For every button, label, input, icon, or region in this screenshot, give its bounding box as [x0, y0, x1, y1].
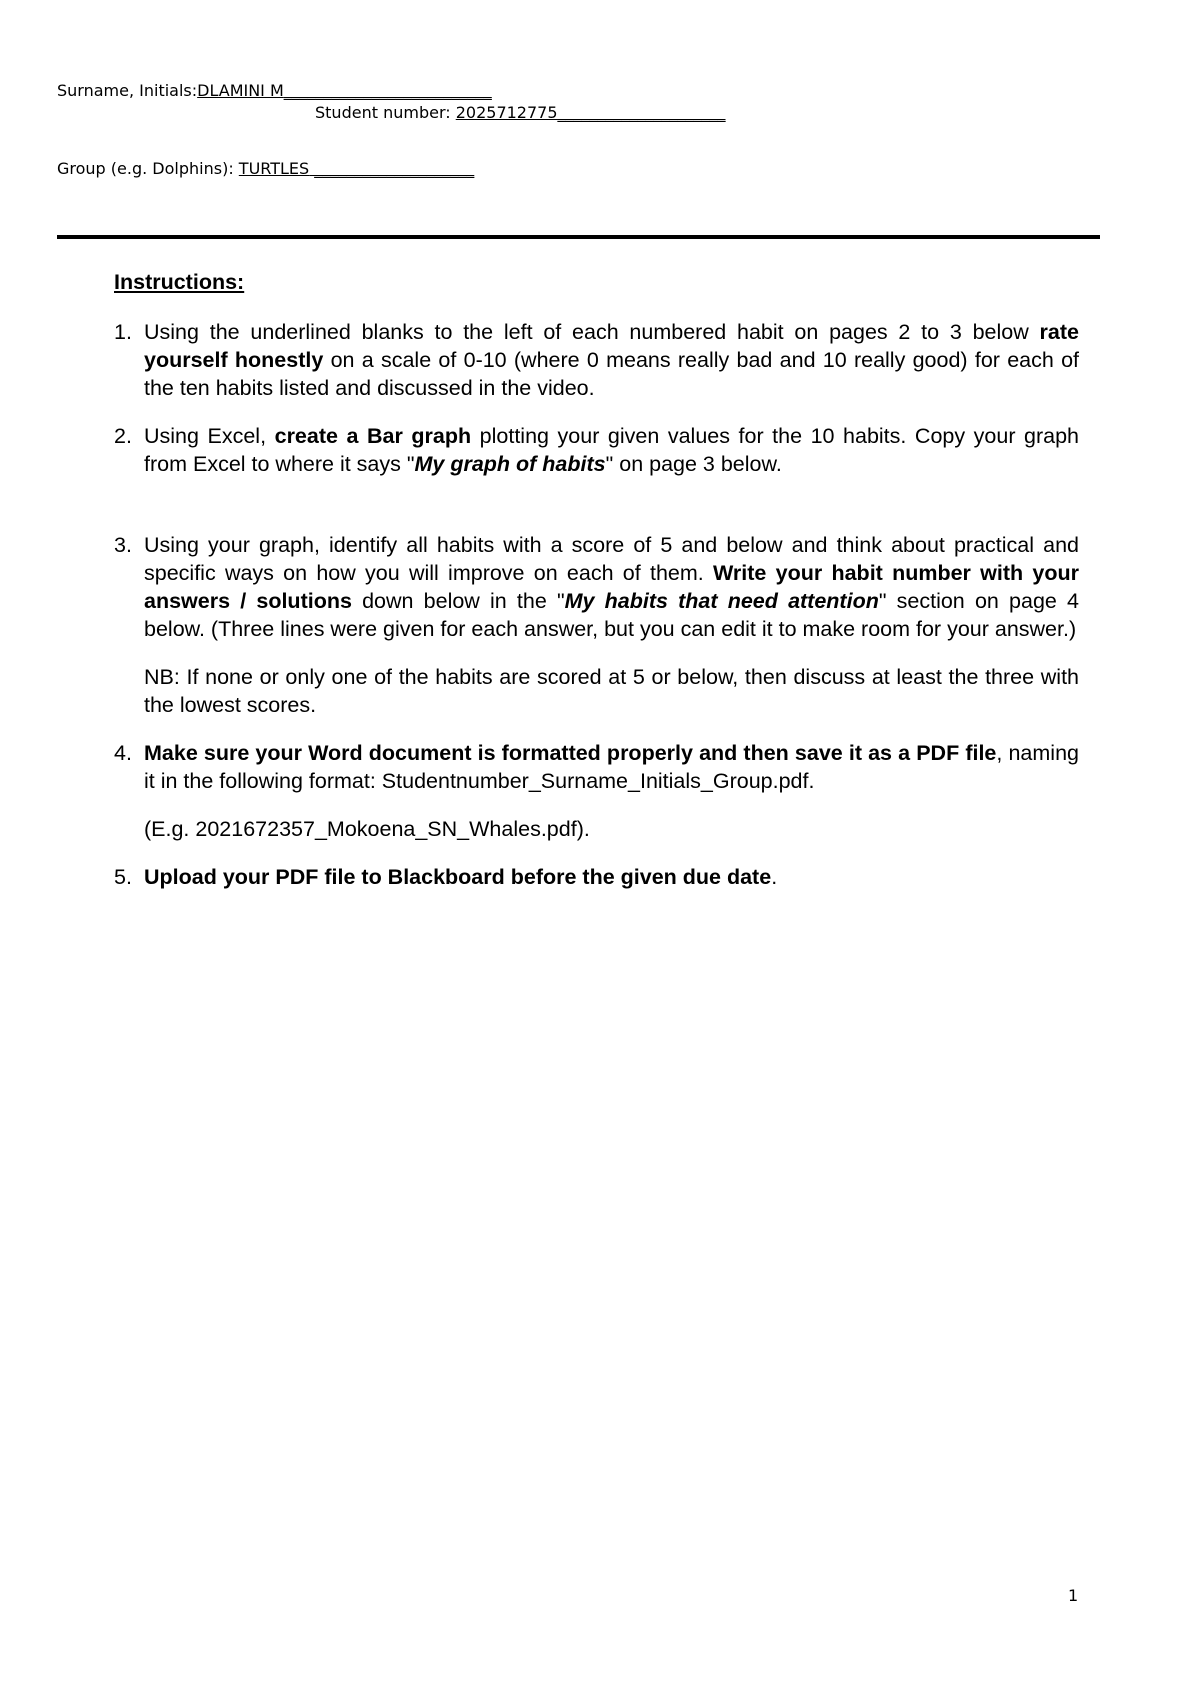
item-text: Using Excel,	[144, 424, 275, 448]
group-label: Group (e.g. Dolphins):	[57, 159, 239, 178]
item-emphasis: rate yourself honestly	[144, 320, 1079, 372]
spacer	[114, 719, 1079, 739]
surname-label: Surname, Initials:	[57, 81, 198, 100]
group-blank: ____________________	[309, 159, 475, 178]
item-number: 4.	[114, 741, 132, 765]
item-text: , naming it in the following format: Studentnumber_Surname_Initials_Group.pdf.	[144, 741, 1079, 793]
student-number-value: 2025712775	[455, 103, 558, 122]
item-text: " section on page 4 below. (Three lines were given for each answer, but you can edit it to make room for your answer.)	[144, 589, 1079, 641]
instructions-title: Instructions:	[114, 270, 245, 294]
item-text: Using your graph, identify all habits with a score of 5 and below and think about practical and specific ways on how you will improve on each of them.	[144, 533, 1079, 585]
item-text: " on page 3 below.	[605, 452, 782, 476]
item-emphasis: Make sure your Word document is formatted properly and then save it as a PDF file	[144, 741, 997, 765]
item-emphasis: create a Bar graph	[274, 424, 472, 448]
item-number: 1.	[114, 320, 132, 344]
spacer	[144, 795, 1079, 815]
item-emphasis: Write your habit number with your answers / solutions	[144, 561, 1079, 613]
item-number: 5.	[114, 865, 132, 889]
group-value: TURTLES	[238, 159, 310, 178]
header-group-line	[57, 159, 474, 178]
item-text: on a scale of 0-10 (where 0 means really bad and 10 really good) for each of the ten habits listed and discussed in the video.	[144, 348, 1080, 400]
header-divider	[57, 235, 1100, 239]
item-number: 2.	[114, 424, 132, 448]
instruction-item-4	[114, 739, 1079, 843]
item-text: plotting your given values for the 10 habits. Copy your graph from Excel to where it says "	[144, 424, 1080, 476]
spacer	[144, 643, 1079, 663]
spacer	[114, 402, 1079, 422]
filename-example: (E.g. 2021672357_Mokoena_SN_Whales.pdf).	[144, 817, 590, 841]
item-emphasis-italic: My graph of habits	[414, 452, 606, 476]
surname-value: DLAMINI M	[197, 81, 284, 100]
item-number: 3.	[114, 533, 132, 557]
student-number-label: Student number:	[315, 103, 456, 122]
instructions-section	[114, 268, 1079, 891]
instruction-item-5	[114, 863, 1079, 891]
header-surname-line	[57, 81, 492, 100]
instruction-item-2	[114, 422, 1079, 478]
surname-blank: __________________________	[283, 81, 492, 100]
item-text: Using the underlined blanks to the left of each numbered habit on pages 2 to 3 below	[144, 320, 1040, 344]
spacer	[114, 478, 1079, 531]
item-emphasis: Upload your PDF file to Blackboard before the given due date	[144, 865, 772, 889]
nb-note: NB: If none or only one of the habits are scored at 5 or below, then discuss at least the three with the lowest scores.	[144, 665, 1079, 717]
item-text: .	[771, 865, 778, 889]
header-student-line	[315, 103, 726, 122]
instruction-item-1	[114, 318, 1079, 402]
instruction-item-3	[114, 531, 1079, 719]
spacer	[114, 843, 1079, 863]
page-number: 1	[1068, 1586, 1079, 1605]
item-emphasis-italic: My habits that need attention	[564, 589, 879, 613]
item-text: down below in the "	[351, 589, 565, 613]
student-number-blank: _____________________	[557, 103, 726, 122]
